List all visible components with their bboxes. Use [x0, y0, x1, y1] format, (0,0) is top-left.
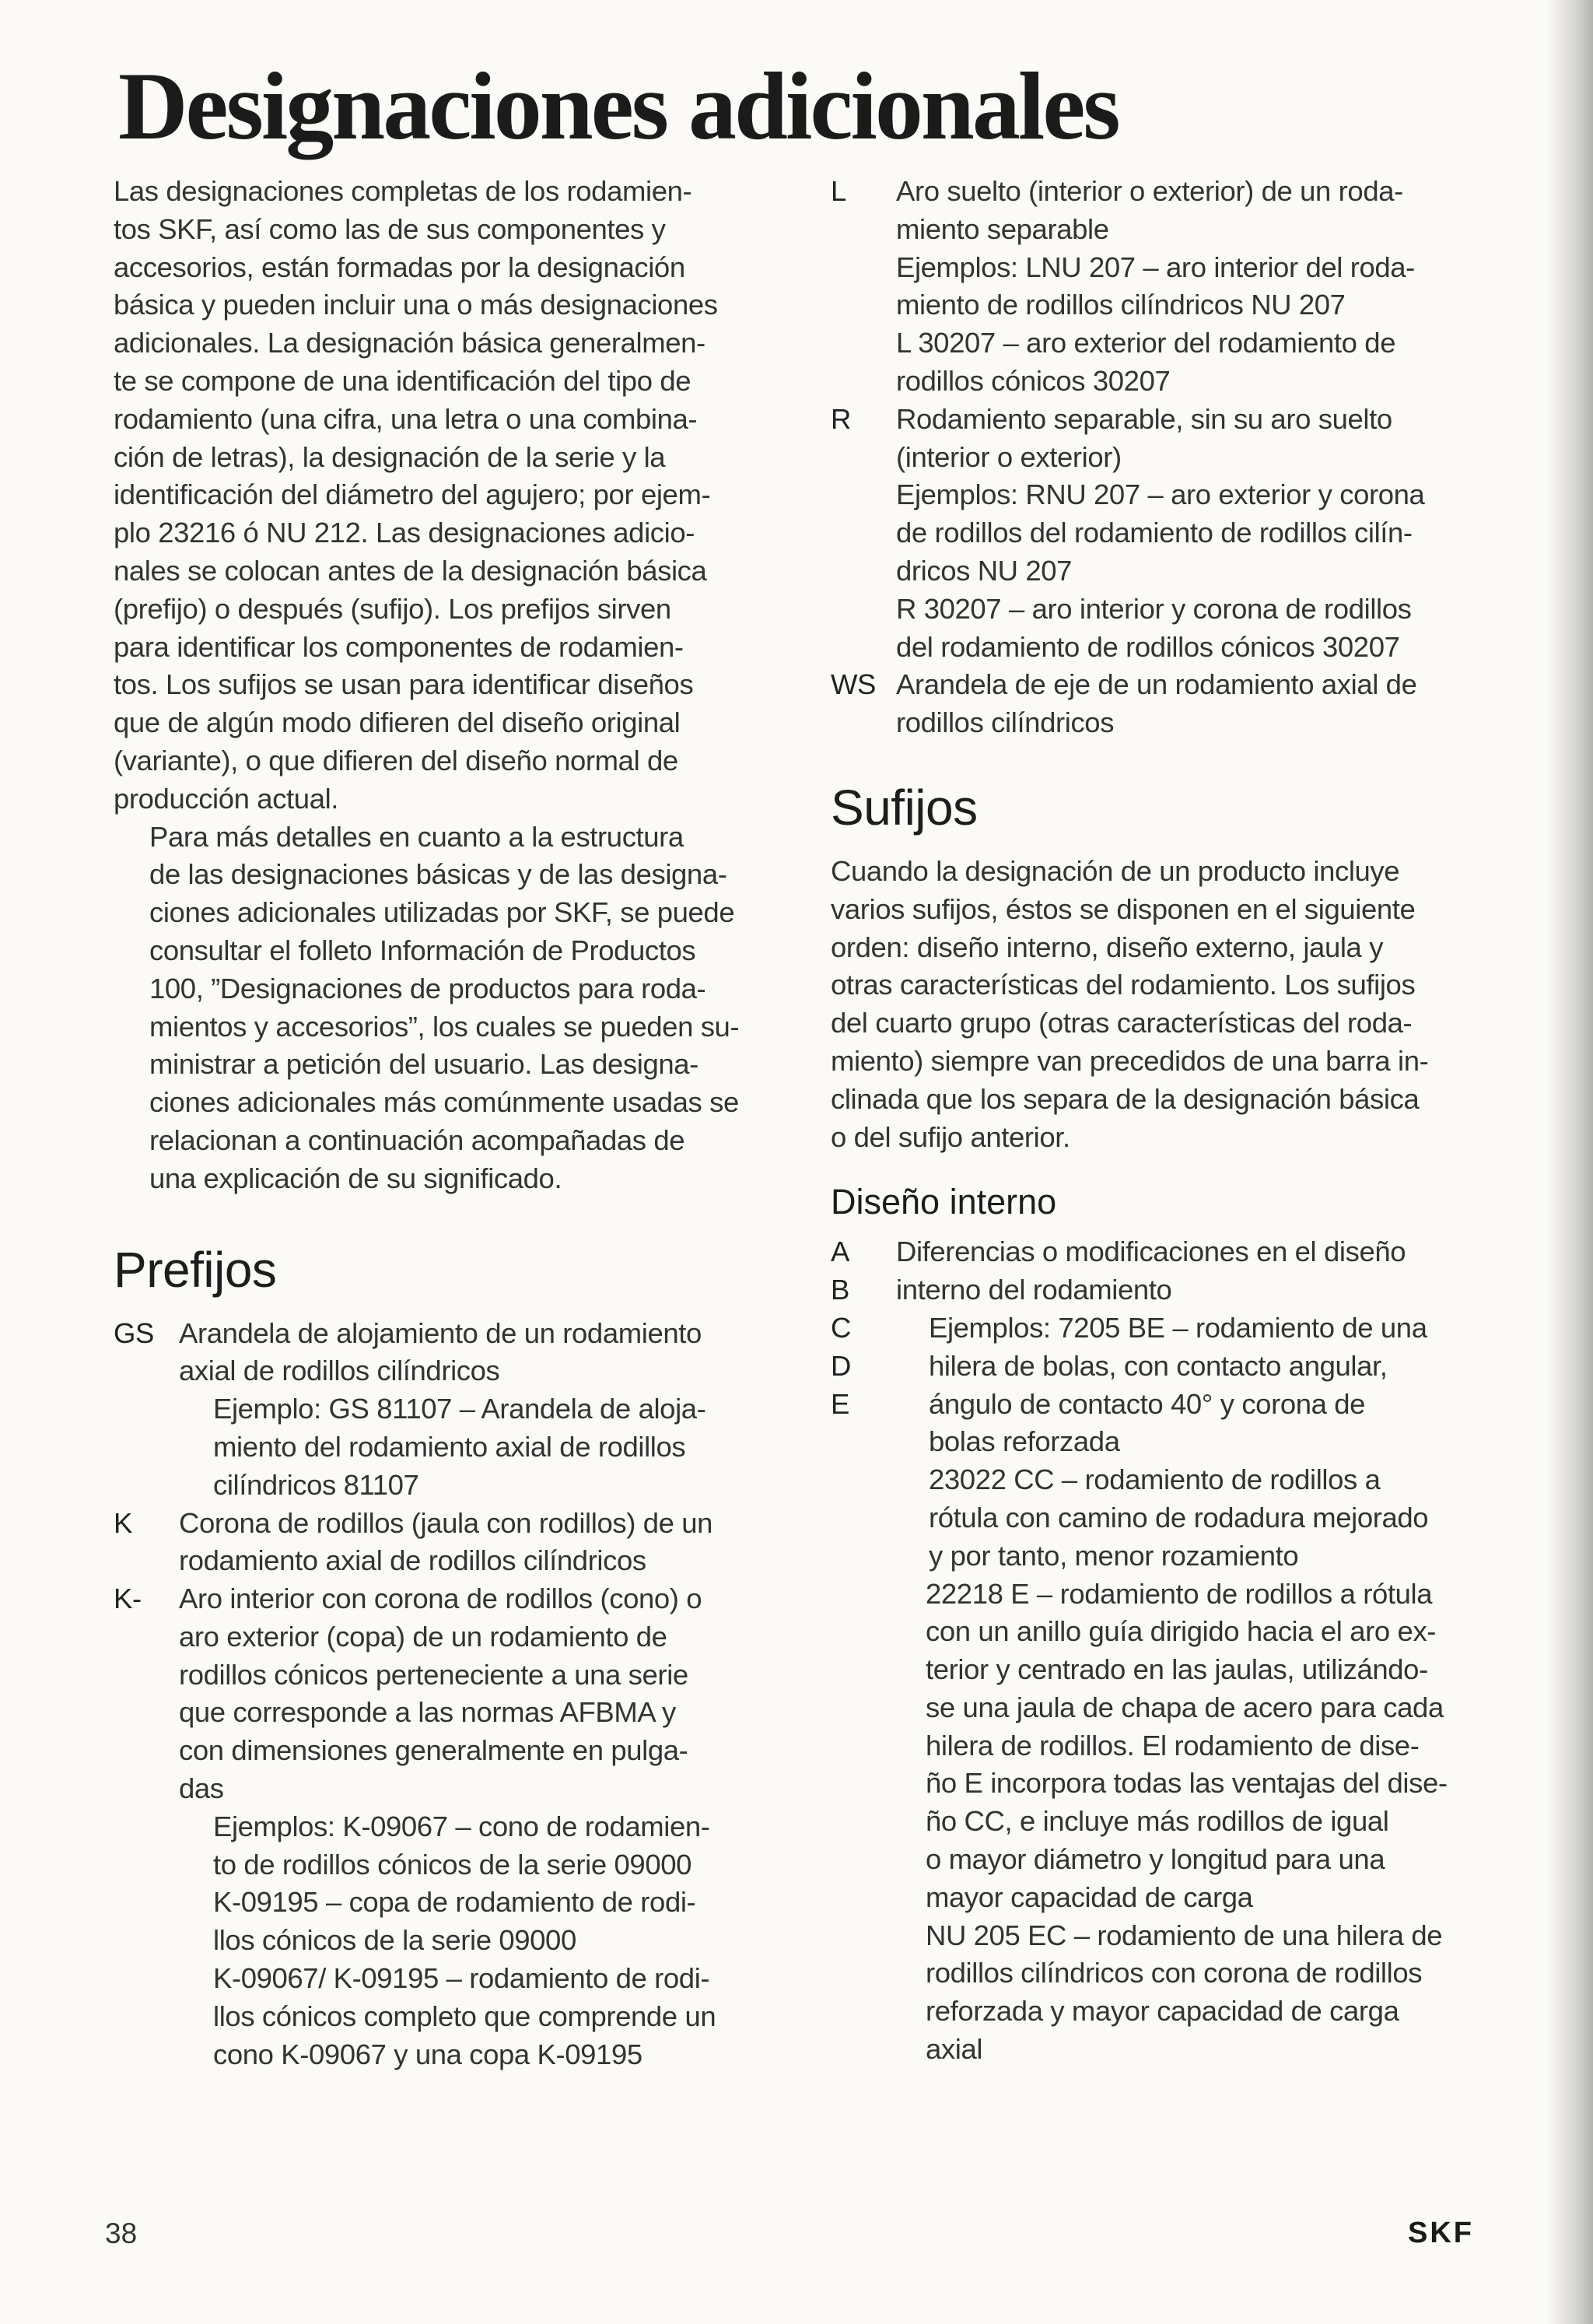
prefix-entry-k — [114, 1505, 798, 1581]
prefix-example-line: K-09067/ K-09195 – rodamiento de rodi- — [213, 1962, 710, 1995]
prefix-entry-k-dash — [114, 1580, 798, 2073]
suffix-letter-c: C — [831, 1311, 851, 1344]
suffix-example-2-line: mayor capacidad de carga — [926, 1881, 1253, 1913]
prefix-example-line: llos cónicos de la serie 09000 — [213, 1924, 576, 1957]
sufijos-paragraph-line: del cuarto grupo (otras características del roda- — [831, 1007, 1413, 1039]
sufijos-paragraph — [831, 853, 1500, 1156]
prefix-description-line: Aro suelto (interior o exterior) de un roda- — [896, 175, 1403, 207]
prefix-description — [179, 1580, 798, 1808]
suffix-letter-d: D — [831, 1349, 851, 1382]
right-column — [831, 173, 1500, 2069]
suffix-example-2-line: ño CC, e incluye más rodillos de igual — [926, 1805, 1389, 1838]
prefix-example-line: llos cónicos completo que comprende un — [213, 2000, 716, 2032]
intro-text-line: Las designaciones completas de los rodamien- — [114, 175, 692, 207]
prefix-description-line: aro exterior (copa) de un rodamiento de — [179, 1620, 667, 1653]
suffix-example-line: 23022 CC – rodamiento de rodillos a — [929, 1463, 1381, 1496]
skf-logo-text: SKF — [1408, 2219, 1474, 2245]
prefix-code: K — [114, 1506, 132, 1539]
sufijos-paragraph-line: orden: diseño interno, diseño externo, jaula y — [831, 931, 1384, 963]
suffix-example-2-line: con un anillo guía dirigido hacia el aro ex- — [926, 1615, 1437, 1648]
suffix-description — [896, 1233, 1500, 1309]
suffix-example-2-line: reforzada y mayor capacidad de carga — [926, 1995, 1399, 2028]
suffix-example-line: hilera de bolas, con contacto angular, — [929, 1349, 1388, 1382]
prefix-example — [179, 1808, 798, 2074]
intro-text-2-line: una explicación de su significado. — [149, 1162, 562, 1194]
prefix-example-line: miento de rodillos cilíndricos NU 207 — [896, 289, 1346, 321]
sufijos-paragraph-line: varios sufijos, éstos se disponen en el siguiente — [831, 892, 1416, 925]
prefix-description-line: que corresponde a las normas AFBMA y — [179, 1696, 676, 1729]
prefix-description-line: rodillos cónicos perteneciente a una serie — [179, 1658, 688, 1691]
intro-text-2-line: mientos y accesorios”, los cuales se pueden su- — [149, 1010, 740, 1043]
suffix-example-2-line: terior y centrado en las jaulas, utilizándo- — [926, 1653, 1428, 1686]
intro-paragraph — [114, 173, 798, 1198]
page-number: 38 — [105, 2217, 138, 2249]
intro-text-line: rodamiento (una cifra, una letra o una combina- — [114, 402, 698, 435]
intro-text-line: plo 23216 ó NU 212. Las designaciones adicio- — [114, 517, 695, 549]
prefix-code: WS — [831, 668, 876, 701]
intro-text-line: te se compone de una identificación del tipo de — [114, 364, 691, 397]
prefix-description-line: miento separable — [896, 212, 1109, 245]
prefix-example — [179, 1390, 798, 1504]
intro-text-line: que de algún modo difieren del diseño original — [114, 706, 681, 739]
prefix-example-line: Ejemplo: GS 81107 – Arandela de aloja- — [213, 1393, 706, 1425]
suffix-example-line: rótula con camino de rodadura mejorado — [929, 1501, 1429, 1534]
suffix-example-line: ángulo de contacto 40° y corona de — [929, 1387, 1366, 1420]
intro-text-2-line: Para más detalles en cuanto a la estructura — [149, 820, 684, 853]
sufijos-heading: Sufijos — [831, 779, 978, 836]
intro-text-line: producción actual. — [114, 782, 339, 815]
prefix-example — [896, 476, 1500, 666]
prefix-description-line: rodamiento axial de rodillos cilíndricos — [179, 1544, 646, 1577]
intro-text-line: identificación del diámetro del agujero; por ejem- — [114, 478, 711, 511]
suffix-example-2 — [896, 1576, 1500, 2069]
prefix-description-line: Arandela de eje de un rodamiento axial de — [896, 668, 1417, 701]
diseno-interno-heading: Diseño interno — [831, 1182, 1057, 1222]
suffix-description-line: Diferencias o modificaciones en el diseño — [896, 1236, 1406, 1268]
prefix-entry-l — [831, 173, 1500, 401]
prefix-example-line: to de rodillos cónicos de la serie 09000 — [213, 1848, 692, 1881]
prefix-description — [896, 401, 1500, 477]
intro-text-line: accesorios, están formadas por la designación — [114, 251, 685, 283]
prefix-example-line: Ejemplos: RNU 207 – aro exterior y corona — [896, 478, 1425, 511]
intro-text-2-line: de las designaciones básicas y de las designa- — [149, 858, 727, 891]
left-column — [114, 173, 798, 2073]
prefix-example-line: R 30207 – aro interior y corona de rodillos — [896, 592, 1412, 625]
suffix-example-2-line: rodillos cilíndricos con corona de rodillos — [926, 1957, 1423, 1989]
prefix-example-line: miento del rodamiento axial de rodillos — [213, 1430, 686, 1463]
prefix-description — [896, 666, 1500, 742]
prefijos-heading: Prefijos — [114, 1241, 277, 1298]
sufijos-paragraph-line: otras características del rodamiento. Los sufijos — [831, 969, 1416, 1001]
prefix-code: GS — [114, 1316, 154, 1349]
prefix-description-line: (interior o exterior) — [896, 440, 1122, 473]
prefix-entry-r — [831, 401, 1500, 667]
intro-text-2-line: ciones adicionales utilizadas por SKF, se puede — [149, 896, 735, 929]
prefix-description — [896, 173, 1500, 249]
prefix-code: L — [831, 175, 846, 207]
suffix-example-line: bolas reforzada — [929, 1425, 1120, 1458]
intro-text-2-line: 100, ”Designaciones de productos para roda- — [149, 972, 706, 1004]
prefix-description-line: Corona de rodillos (jaula con rodillos) de un — [179, 1506, 713, 1539]
prefix-description-line: Rodamiento separable, sin su aro suelto — [896, 402, 1392, 435]
prefix-code: K- — [114, 1583, 142, 1615]
prefix-description-line: das — [179, 1772, 224, 1805]
prefix-description-line: axial de rodillos cilíndricos — [179, 1355, 500, 1387]
prefix-description-line: rodillos cilíndricos — [896, 706, 1115, 739]
suffix-example — [896, 1309, 1500, 1576]
intro-text-2-line: ciones adicionales más comúnmente usadas se — [149, 1086, 739, 1119]
suffix-letters — [831, 1233, 896, 2069]
suffix-example-2-line: ño E incorpora todas las ventajas del dise- — [926, 1767, 1448, 1800]
intro-text-line: (prefijo) o después (sufijo). Los prefijos sirven — [114, 592, 671, 625]
page-title: Designaciones adicionales — [118, 53, 1119, 159]
sufijos-paragraph-line: Cuando la designación de un producto incluye — [831, 854, 1400, 887]
sufijos-paragraph-line: miento) siempre van precedidos de una barra in- — [831, 1044, 1429, 1077]
prefix-description-line: Arandela de alojamiento de un rodamiento — [179, 1316, 702, 1349]
prefix-example-line: rodillos cónicos 30207 — [896, 364, 1171, 397]
suffix-example-2-line: se una jaula de chapa de acero para cada — [926, 1691, 1444, 1723]
intro-text-line: ción de letras), la designación de la serie y la — [114, 440, 666, 473]
intro-text-2-line: relacionan a continuación acompañadas de — [149, 1123, 685, 1156]
prefix-example — [896, 249, 1500, 401]
suffix-example-2-line: axial — [926, 2033, 983, 2066]
skf-logo — [1408, 2219, 1498, 2245]
suffix-example-line: Ejemplos: 7205 BE – rodamiento de una — [929, 1311, 1427, 1344]
sufijos-paragraph-line: o del sufijo anterior. — [831, 1120, 1070, 1153]
intro-text-2-line: ministrar a petición del usuario. Las designa- — [149, 1048, 698, 1081]
suffix-letter-a: A — [831, 1236, 849, 1268]
sufijos-paragraph-line: clinada que los separa de la designación básica — [831, 1082, 1420, 1115]
intro-text-line: nales se colocan antes de la designación básica — [114, 554, 707, 587]
prefix-description-line: Aro interior con corona de rodillos (cono) o — [179, 1583, 702, 1615]
suffix-example-2-line: NU 205 EC – rodamiento de una hilera de — [926, 1919, 1443, 1951]
prefix-example-line: cilíndricos 81107 — [213, 1468, 419, 1501]
prefix-example-line: Ejemplos: K-09067 – cono de rodamien- — [213, 1810, 710, 1842]
prefix-entry-ws — [831, 666, 1500, 742]
prefix-example-line: dricos NU 207 — [896, 554, 1073, 587]
suffix-description-line: interno del rodamiento — [896, 1274, 1172, 1306]
suffix-example-2-line: hilera de rodillos. El rodamiento de dise- — [926, 1729, 1420, 1761]
prefix-code: R — [831, 402, 851, 435]
prefix-example-line: de rodillos del rodamiento de rodillos cilín- — [896, 517, 1413, 549]
suffix-example-line: y por tanto, menor rozamiento — [929, 1539, 1299, 1572]
prefix-description-line: con dimensiones generalmente en pulga- — [179, 1734, 688, 1767]
prefix-description — [179, 1315, 798, 1391]
prefix-example-line: del rodamiento de rodillos cónicos 30207 — [896, 630, 1400, 663]
prefix-example-line: L 30207 – aro exterior del rodamiento de — [896, 327, 1396, 359]
prefix-example-line: K-09195 – copa de rodamiento de rodi- — [213, 1886, 696, 1919]
intro-text-line: básica y pueden incluir una o más designaciones — [114, 289, 718, 321]
intro-text-2-line: consultar el folleto Información de Productos — [149, 934, 696, 966]
suffix-example-2-line: 22218 E – rodamiento de rodillos a rótula — [926, 1577, 1433, 1610]
prefix-example-line: cono K-09067 y una copa K-09195 — [213, 2038, 642, 2070]
prefix-description — [179, 1505, 798, 1581]
intro-text-line: tos SKF, así como las de sus componentes y — [114, 212, 666, 245]
suffix-letter-b: B — [831, 1274, 849, 1306]
intro-text-line: para identificar los componentes de rodamien- — [114, 630, 684, 663]
page-edge-shadow — [1546, 0, 1593, 2324]
suffix-letter-e: E — [831, 1387, 849, 1420]
intro-text — [114, 173, 798, 818]
prefix-example-line: Ejemplos: LNU 207 – aro interior del roda- — [896, 251, 1415, 283]
intro-text-2 — [114, 818, 798, 1198]
intro-text-line: adicionales. La designación básica generalmen- — [114, 327, 705, 359]
diseno-interno-entry — [831, 1233, 1500, 2069]
intro-text-line: (variante), o que difieren del diseño normal de — [114, 744, 678, 776]
prefix-entry-gs — [114, 1315, 798, 1505]
intro-text-line: tos. Los sufijos se usan para identificar diseños — [114, 668, 694, 701]
suffix-example-2-line: o mayor diámetro y longitud para una — [926, 1843, 1385, 1876]
